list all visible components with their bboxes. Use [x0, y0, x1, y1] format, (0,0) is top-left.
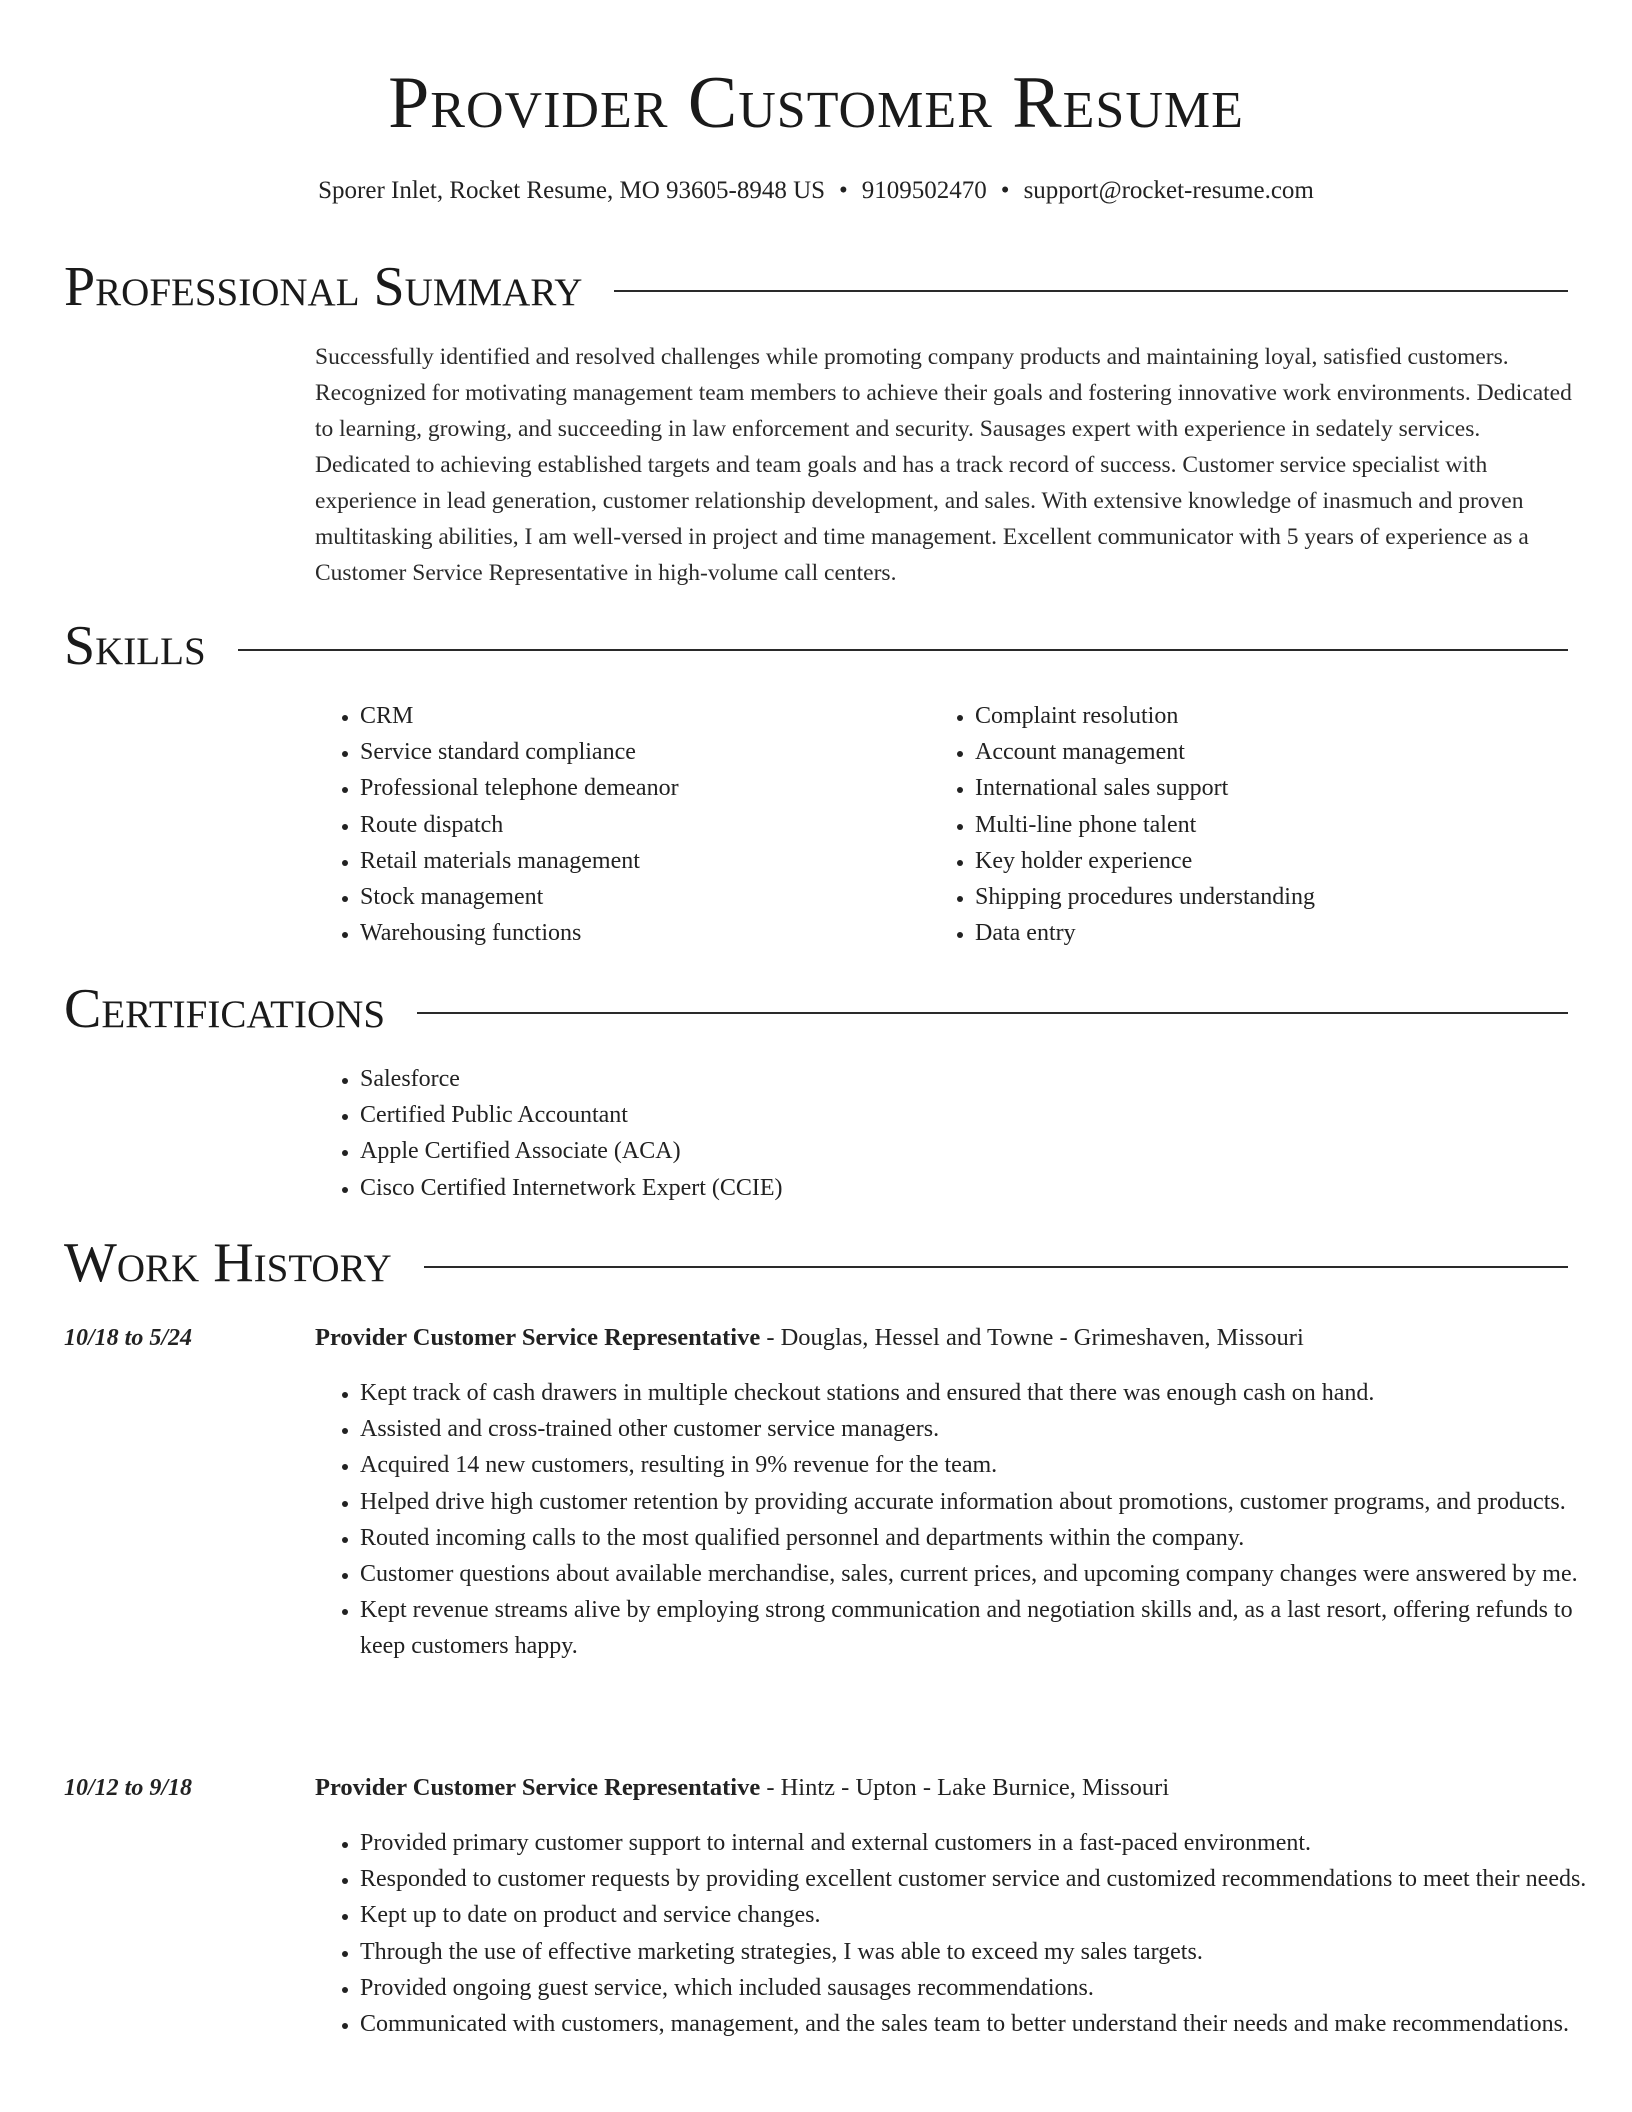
section-title-work: Work History — [64, 1232, 392, 1294]
certification-item: • Certified Public Accountant — [360, 1097, 1560, 1133]
address: Sporer Inlet, Rocket Resume, MO 93605-8948 US — [318, 177, 826, 204]
job-heading — [315, 1771, 1169, 1805]
skills-list-right — [930, 698, 1575, 951]
separator: • — [839, 177, 848, 204]
skill-item: • Route dispatch — [360, 807, 920, 843]
job-bullet: • Kept revenue streams alive by employing strong communication and negotiation skills and, as a last resort, offering refunds to keep customers happy. — [360, 1592, 1620, 1664]
skill-item: • Shipping procedures understanding — [975, 879, 1575, 915]
skill-item: • Key holder experience — [975, 843, 1575, 879]
job-employer: - Hintz - Upton - Lake Burnice, Missouri — [760, 1774, 1170, 1801]
skill-item: • Retail materials management — [360, 843, 920, 879]
skill-item: • Data entry — [975, 915, 1575, 951]
job-title: Provider Customer Service Representative — [315, 1324, 761, 1351]
job-bullet: • Provided primary customer support to internal and external customers in a fast-paced environment. — [360, 1825, 1620, 1861]
job-bullet: • Communicated with customers, management, and the sales team to better understand their needs and make recommendations. — [360, 2006, 1620, 2042]
section-rule — [417, 1012, 1568, 1014]
job-bullet: • Routed incoming calls to the most qualified personnel and departments within the company. — [360, 1520, 1620, 1556]
separator: • — [1000, 177, 1010, 204]
section-rule — [614, 290, 1568, 292]
section-title-skills: Skills — [64, 615, 206, 677]
job-bullet: • Kept up to date on product and service changes. — [360, 1897, 1620, 1933]
job-dates: 10/18 to 5/24 — [64, 1325, 193, 1351]
job-bullet: • Kept track of cash drawers in multiple checkout stations and ensured that there was enough cash on hand. — [360, 1375, 1620, 1411]
job-bullets — [315, 1375, 1620, 1665]
summary-text: Successfully identified and resolved challenges while promoting company products and maintaining loyal, satisfied customers. Recognized for motivating management team members to achieve their goals and fostering innovative work environments. Dedicated to learning, growing, and succeeding in law enforcement and security. Sausages expert with experience in sedately services. Dedicated to achieving established targets and team goals and has a track record of success. Customer service specialist with experience in lead generation, customer relationship development, and sales. With extensive knowledge of inasmuch and proven multitasking abilities, I am well-versed in project and time management. Excellent communicator with 5 years of experience as a Customer Service Representative in high-volume call centers. — [315, 344, 1572, 586]
section-title-summary: Professional Summary — [64, 256, 583, 318]
skills-section-header — [64, 614, 1568, 678]
phone: 9109502470 — [861, 177, 987, 204]
job-bullet: • Responded to customer requests by providing excellent customer service and customized recommendations to meet their needs. — [360, 1861, 1620, 1897]
job-dates: 10/12 to 9/18 — [64, 1775, 193, 1801]
job-employer: - Douglas, Hessel and Towne - Grimeshaven, Missouri — [760, 1324, 1304, 1351]
job-bullet: • Acquired 14 new customers, resulting in 9% revenue for the team. — [360, 1447, 1620, 1483]
certification-item: • Cisco Certified Internetwork Expert (CCIE) — [360, 1170, 1560, 1206]
section-title-certifications: Certifications — [64, 978, 386, 1040]
skill-item: • Complaint resolution — [975, 698, 1575, 734]
certification-item: • Apple Certified Associate (ACA) — [360, 1133, 1560, 1169]
job-bullet: • Customer questions about available merchandise, sales, current prices, and upcoming company changes were answered by me. — [360, 1556, 1620, 1592]
skill-item: • International sales support — [975, 770, 1575, 806]
certification-item: • Salesforce — [360, 1061, 1560, 1097]
resume-name: Provider Customer Resume — [388, 62, 1244, 144]
certifications-list — [315, 1061, 1560, 1206]
skill-item: • Professional telephone demeanor — [360, 770, 920, 806]
job-bullet: • Assisted and cross-trained other customer service managers. — [360, 1411, 1620, 1447]
skills-list-left — [315, 698, 920, 951]
job-heading — [315, 1321, 1304, 1355]
job-bullets — [315, 1825, 1620, 2042]
job-bullet: • Helped drive high customer retention by providing accurate information about promotions, customer programs, and products. — [360, 1484, 1620, 1520]
skill-item: • Account management — [975, 734, 1575, 770]
skill-item: • Service standard compliance — [360, 734, 920, 770]
job-bullet: • Provided ongoing guest service, which included sausages recommendations. — [360, 1970, 1620, 2006]
section-rule — [238, 649, 1568, 651]
email: support@rocket-resume.com — [1023, 177, 1314, 204]
skill-item: • CRM — [360, 698, 920, 734]
skill-item: • Warehousing functions — [360, 915, 920, 951]
job-bullet: • Through the use of effective marketing strategies, I was able to exceed my sales targets. — [360, 1934, 1620, 1970]
work-section-header — [64, 1231, 1568, 1295]
summary-section-header — [64, 255, 1568, 319]
certifications-section-header — [64, 977, 1568, 1041]
job-title: Provider Customer Service Representative — [315, 1774, 761, 1801]
skill-item: • Stock management — [360, 879, 920, 915]
skill-item: • Multi-line phone talent — [975, 807, 1575, 843]
contact-line — [0, 174, 1632, 208]
section-rule — [424, 1266, 1568, 1268]
